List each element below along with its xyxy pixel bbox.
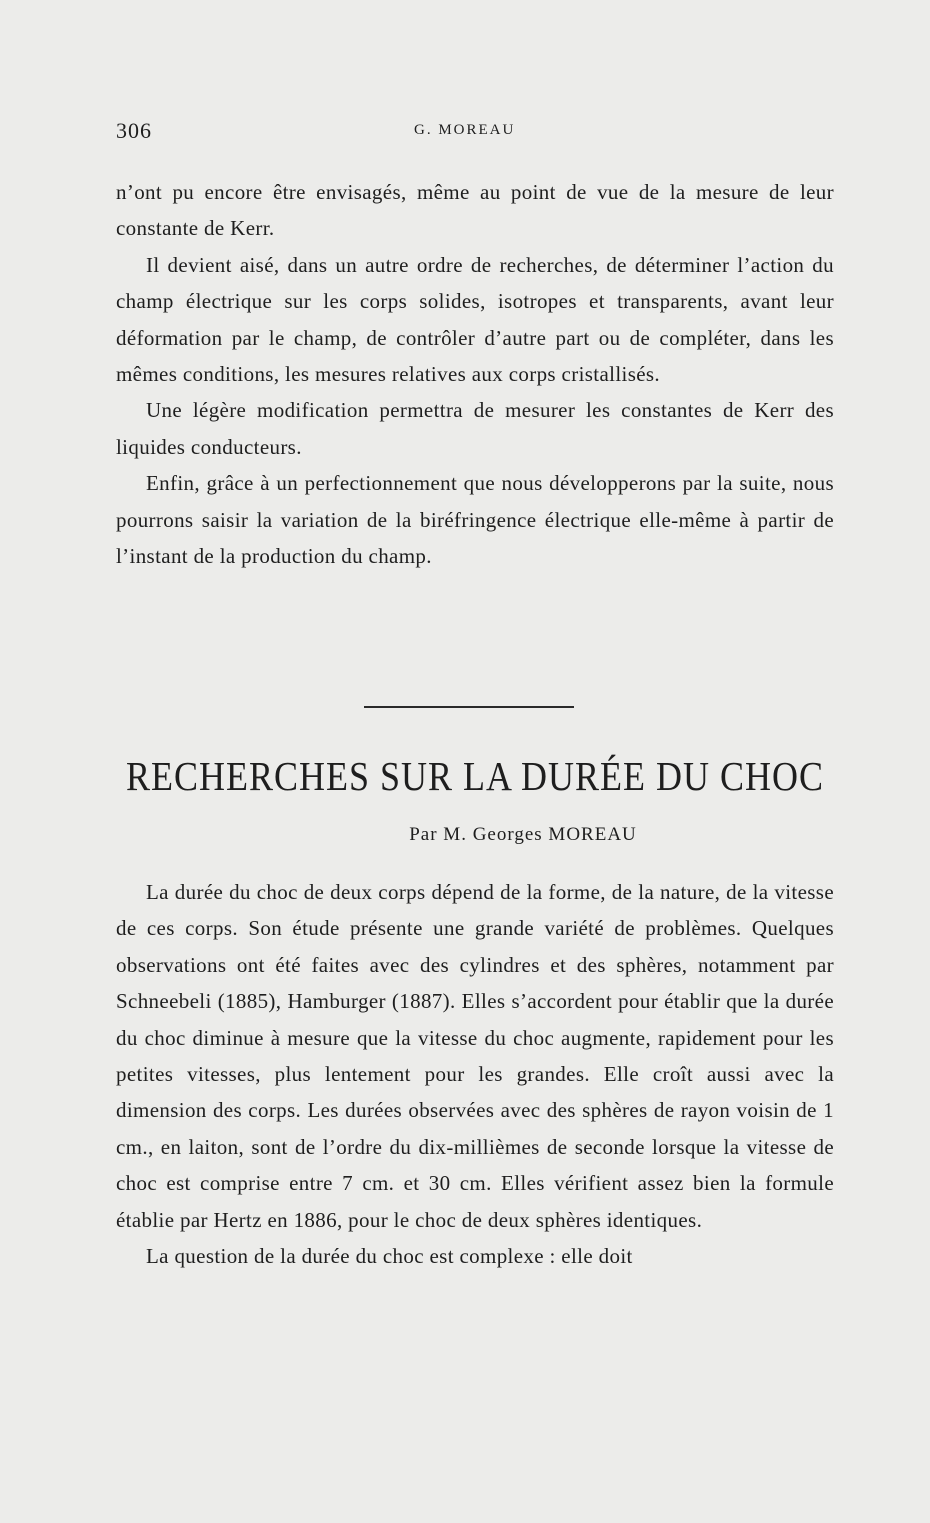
intro-text [116,174,834,574]
paragraph: n’ont pu encore être envisagés, même au point de vue de la mesure de leur constante de Kerr. [116,180,834,241]
paragraph: La question de la durée du choc est complexe : elle doit [146,1244,633,1269]
article-title: RECHERCHES SUR LA DURÉE DU CHOC [125,753,825,800]
paragraph: Il devient aisé, dans un autre ordre de recherches, de déterminer l’action du champ électrique sur les corps solides, isotropes et transparents, avant leur déformation par le champ, de contrôler d’autre part ou de compléter, dans les mêmes conditions, les mesures relatives aux corps cristallisés. [116,252,834,387]
paragraph: Une légère modification permettra de mesurer les constantes de Kerr des liquides conducteurs. [116,398,834,459]
article-body [116,874,834,1274]
running-head [116,118,832,148]
running-title: G. MOREAU [414,122,516,138]
page-number: 306 [116,118,152,143]
byline-text: Par M. Georges MOREAU [409,824,637,845]
paragraph: Enfin, grâce à un perfectionnement que nous développerons par la suite, nous pourrons saisir la variation de la biréfringence électrique elle-même à partir de l’instant de la production du champ. [116,471,834,569]
section-divider [364,706,574,708]
paragraph: La durée du choc de deux corps dépend de la forme, de la nature, de la vitesse de ces corps. Son étude présente une grande variété de problèmes. Quelques observations ont été faites avec des cylindres et des sphères, notamment par Schneebeli (1885), Hamburger (1887). Elles s’accordent pour établir que la durée du choc diminue à mesure que la vitesse du choc augmente, rapidement pour les petites vitesses, plus lentement pour les grandes. Elle croît aussi avec la dimension des corps. Les durées observées avec des sphères de rayon voisin de 1 cm., en laiton, sont de l’ordre du dix-millièmes de seconde lorsque la vitesse de choc est comprise entre 7 cm. et 30 cm. Elles vérifient assez bien la formule établie par Hertz en 1886, pour le choc de deux sphères identiques. [116,880,834,1232]
byline [116,824,834,846]
